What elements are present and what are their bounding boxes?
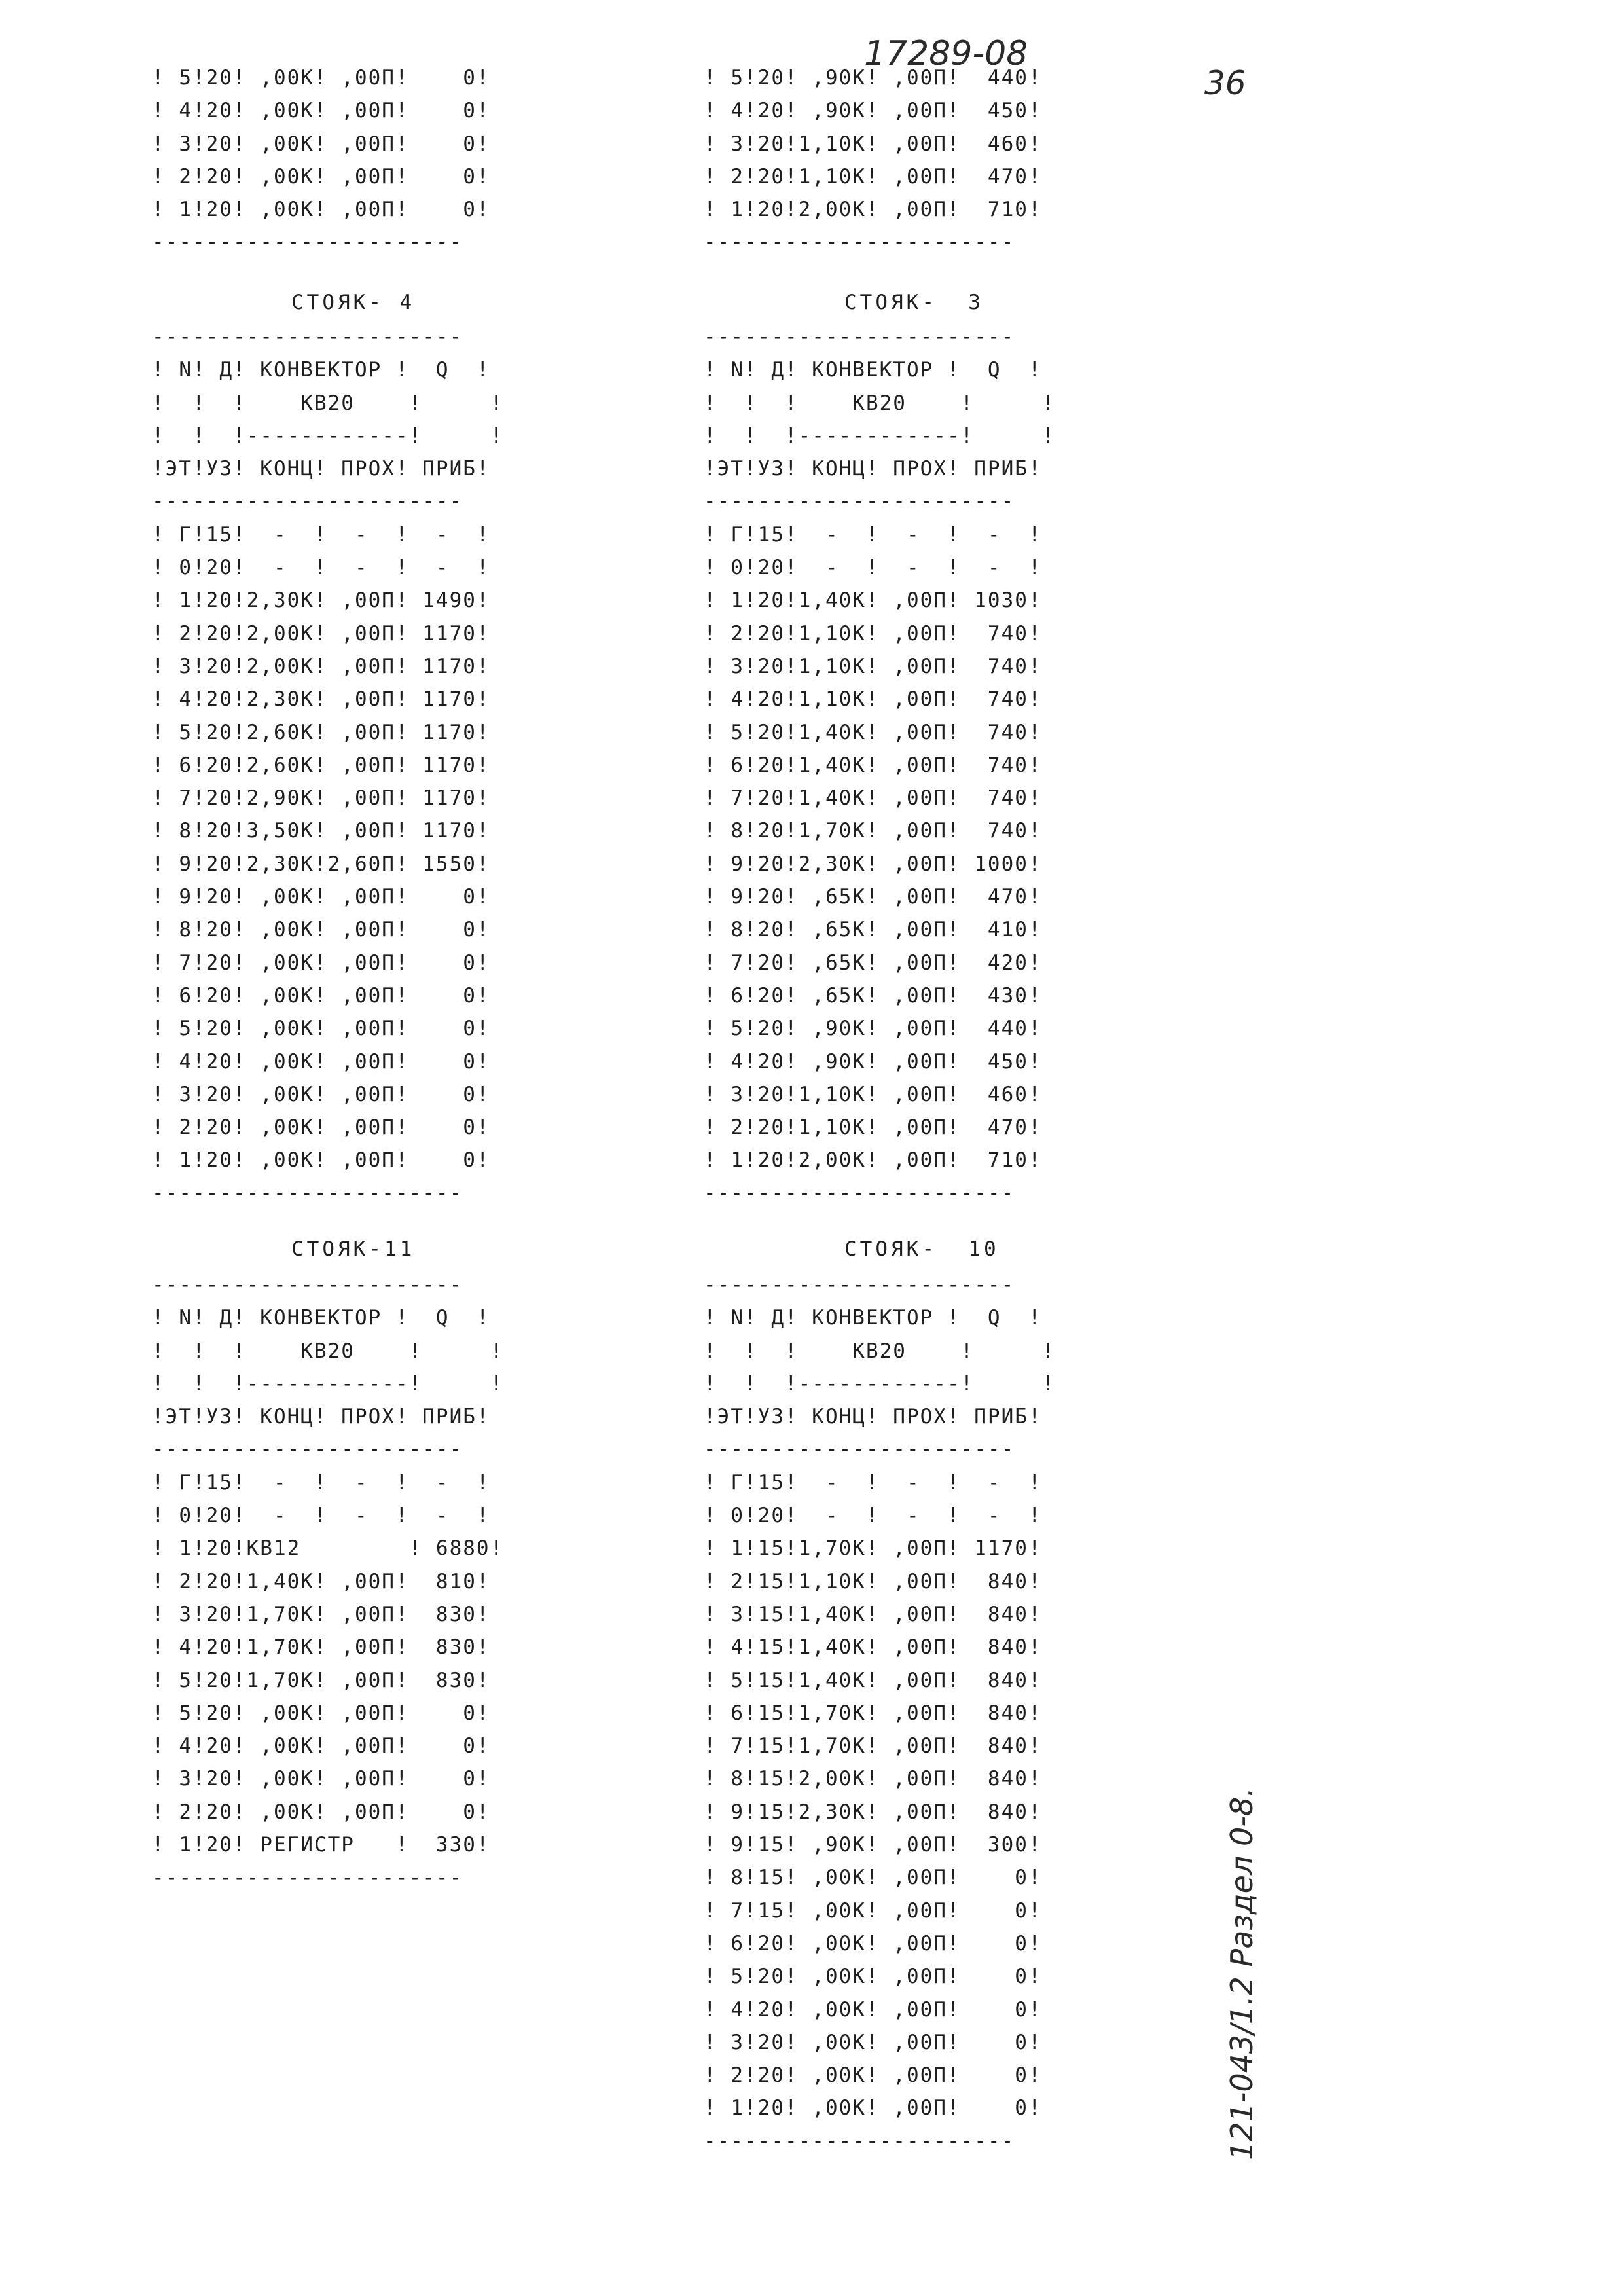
table-header-line: ! ! ! КВ20 ! ! [152, 1339, 504, 1363]
table-row: ! 5!15!1,40К! ,00П! 840! [704, 1668, 1042, 1692]
table-row: ! 2!20!1,10К! ,00П! 470! [704, 1116, 1042, 1140]
table-row: ! 2!20!1,40К! ,00П! 810! [152, 1569, 490, 1593]
stoyak-3-table [704, 321, 1055, 1210]
continuation-table-left [152, 62, 490, 259]
table-row: ! 7!20!1,40К! ,00П! 740! [704, 786, 1042, 810]
section-note: 121-043/1.2 Раздел 0-8. [1224, 1787, 1259, 2160]
table-footer-line: ----------------------- [704, 230, 1015, 255]
table-row: ! 1!20!2,00К! ,00П! 710! [704, 1148, 1042, 1172]
table-row: ! 8!15! ,00К! ,00П! 0! [704, 1866, 1042, 1890]
table-header-line: ! N! Д! КОНВЕКТОР ! Q ! [152, 358, 490, 382]
table-header-line: ! N! Д! КОНВЕКТОР ! Q ! [704, 358, 1042, 382]
table-row: ! 4!20!1,10К! ,00П! 740! [704, 687, 1042, 712]
table-row: ! 2!15!1,10К! ,00П! 840! [704, 1569, 1042, 1593]
table-row: ! 9!20! ,65К! ,00П! 470! [704, 885, 1042, 909]
table-row: ! 6!20!2,60К! ,00П! 1170! [152, 753, 490, 777]
table-row: ! 6!20!1,40К! ,00П! 740! [704, 753, 1042, 777]
table-row: ! 1!20! РЕГИСТР ! 330! [152, 1833, 490, 1857]
table-row: ! 1!20!1,40К! ,00П! 1030! [704, 589, 1042, 613]
table-row: ! 6!20! ,65К! ,00П! 430! [704, 983, 1042, 1008]
table-row: ! 8!20!3,50К! ,00П! 1170! [152, 819, 490, 843]
table-header-line: ----------------------- [704, 325, 1015, 349]
table-row: ! 5!20! ,00К! ,00П! 0! [152, 1017, 490, 1041]
table-row: ! 6!20! ,00К! ,00П! 0! [152, 983, 490, 1008]
table-row: ! 3!20! ,00К! ,00П! 0! [152, 1082, 490, 1106]
table-row: ! 5!20! ,00К! ,00П! 0! [152, 1701, 490, 1725]
table-header-line: ! ! !------------! ! [152, 424, 504, 448]
table-row: ! 3!20!1,70К! ,00П! 830! [152, 1602, 490, 1626]
table-row: ! 4!20! ,90К! ,00П! 450! [704, 99, 1042, 123]
table-row: ! 9!20! ,00К! ,00П! 0! [152, 885, 490, 909]
table-row: ! 4!20! ,00К! ,00П! 0! [152, 1049, 490, 1074]
table-row: ! 6!15!1,70К! ,00П! 840! [704, 1701, 1042, 1725]
table-header-line: !ЭТ!УЗ! КОНЦ! ПРОХ! ПРИБ! [704, 1405, 1042, 1429]
table-row: ! Г!15! - ! - ! - ! [704, 1470, 1042, 1495]
stoyak-4-table [152, 321, 503, 1210]
stoyak-10-title: СТОЯК- 10 [844, 1237, 1000, 1261]
table-row: ! 9!20!2,30К!2,60П! 1550! [152, 852, 490, 876]
table-row: ! 8!20! ,65К! ,00П! 410! [704, 918, 1042, 942]
table-row: ! 1!20!2,30К! ,00П! 1490! [152, 589, 490, 613]
table-row: ! 2!20! ,00К! ,00П! 0! [152, 164, 490, 189]
table-row: ! 7!15! ,00К! ,00П! 0! [704, 1899, 1042, 1923]
table-row: ! 5!20!1,70К! ,00П! 830! [152, 1668, 490, 1692]
table-header-line: !ЭТ!УЗ! КОНЦ! ПРОХ! ПРИБ! [704, 457, 1042, 481]
table-header-line: ! ! !------------! ! [704, 424, 1056, 448]
table-row: ! 2!20! ,00К! ,00П! 0! [152, 1116, 490, 1140]
table-row: ! 2!20!2,00К! ,00П! 1170! [152, 621, 490, 645]
table-row: ! 1!20! ,00К! ,00П! 0! [152, 1148, 490, 1172]
table-row: ! 9!15! ,90К! ,00П! 300! [704, 1833, 1042, 1857]
table-row: ! 8!15!2,00К! ,00П! 840! [704, 1767, 1042, 1791]
table-row: ! Г!15! - ! - ! - ! [704, 522, 1042, 547]
table-row: ! 8!20! ,00К! ,00П! 0! [152, 918, 490, 942]
table-header-line: ! N! Д! КОНВЕКТОР ! Q ! [152, 1306, 490, 1330]
table-footer-line: ----------------------- [152, 1866, 463, 1890]
stoyak-4-title: СТОЯК- 4 [291, 291, 416, 314]
stoyak-11-title: СТОЯК-11 [291, 1237, 416, 1261]
table-row: ! 3!20!1,10К! ,00П! 460! [704, 1082, 1042, 1106]
table-row: ! 1!20! ,00К! ,00П! 0! [704, 2096, 1042, 2120]
stoyak-10-table [704, 1269, 1055, 2158]
table-row: ! 1!20!2,00К! ,00П! 710! [704, 198, 1042, 222]
table-row: ! 3!20!2,00К! ,00П! 1170! [152, 654, 490, 678]
table-row: ! 4!15!1,40К! ,00П! 840! [704, 1635, 1042, 1660]
table-row: ! 5!20! ,00К! ,00П! 0! [152, 66, 490, 90]
table-row: ! 0!20! - ! - ! - ! [152, 1504, 490, 1528]
document-number: 17289-08 [864, 34, 1028, 73]
table-header-line: ! ! ! КВ20 ! ! [704, 1339, 1056, 1363]
table-row: ! 2!20!1,10К! ,00П! 470! [704, 164, 1042, 189]
table-row: ! 1!20! ,00К! ,00П! 0! [152, 198, 490, 222]
table-row: ! 5!20! ,00К! ,00П! 0! [704, 1965, 1042, 1989]
table-header-line: !ЭТ!УЗ! КОНЦ! ПРОХ! ПРИБ! [152, 457, 490, 481]
table-footer-line: ----------------------- [704, 2129, 1015, 2153]
table-row: ! Г!15! - ! - ! - ! [152, 522, 490, 547]
table-row: ! 9!15!2,30К! ,00П! 840! [704, 1800, 1042, 1824]
table-row: ! 4!20! ,00К! ,00П! 0! [152, 1734, 490, 1758]
table-header-line: ----------------------- [704, 1438, 1015, 1462]
table-footer-line: ----------------------- [704, 1181, 1015, 1205]
table-header-line: ----------------------- [152, 490, 463, 514]
table-footer-line: ----------------------- [152, 230, 463, 255]
table-header-line: ----------------------- [704, 490, 1015, 514]
table-row: ! 0!20! - ! - ! - ! [152, 556, 490, 580]
table-row: ! 3!15!1,40К! ,00П! 840! [704, 1602, 1042, 1626]
table-header-line: ----------------------- [152, 1438, 463, 1462]
stoyak-11-table [152, 1269, 503, 1895]
table-row: ! 0!20! - ! - ! - ! [704, 1504, 1042, 1528]
table-row: ! 4!20!2,30К! ,00П! 1170! [152, 687, 490, 712]
table-header-line: ----------------------- [152, 325, 463, 349]
table-header-line: ! ! !------------! ! [704, 1372, 1056, 1396]
table-row: ! 7!20! ,65К! ,00П! 420! [704, 951, 1042, 975]
table-row: ! Г!15! - ! - ! - ! [152, 1470, 490, 1495]
table-row: ! 8!20!1,70К! ,00П! 740! [704, 819, 1042, 843]
table-header-line: ! ! !------------! ! [152, 1372, 504, 1396]
table-header-line: ! N! Д! КОНВЕКТОР ! Q ! [704, 1306, 1042, 1330]
table-row: ! 4!20! ,00К! ,00П! 0! [704, 1997, 1042, 2022]
table-row: ! 7!20!2,90К! ,00П! 1170! [152, 786, 490, 810]
table-header-line: ----------------------- [152, 1273, 463, 1297]
table-row: ! 5!20! ,90К! ,00П! 440! [704, 1017, 1042, 1041]
continuation-table-right [704, 62, 1042, 259]
table-row: ! 3!20! ,00К! ,00П! 0! [152, 1767, 490, 1791]
table-row: ! 5!20!2,60К! ,00П! 1170! [152, 720, 490, 744]
table-row: ! 2!20! ,00К! ,00П! 0! [152, 1800, 490, 1824]
table-row: ! 2!20! ,00К! ,00П! 0! [704, 2063, 1042, 2088]
table-header-line: !ЭТ!УЗ! КОНЦ! ПРОХ! ПРИБ! [152, 1405, 490, 1429]
table-row: ! 7!20! ,00К! ,00П! 0! [152, 951, 490, 975]
table-row: ! 3!20! ,00К! ,00П! 0! [152, 132, 490, 156]
table-row: ! 4!20!1,70К! ,00П! 830! [152, 1635, 490, 1660]
table-row: ! 3!20! ,00К! ,00П! 0! [704, 2030, 1042, 2054]
table-row: ! 5!20! ,90К! ,00П! 440! [704, 66, 1042, 90]
table-header-line: ! ! ! КВ20 ! ! [704, 391, 1056, 415]
table-row: ! 7!15!1,70К! ,00П! 840! [704, 1734, 1042, 1758]
table-row: ! 3!20!1,10К! ,00П! 460! [704, 132, 1042, 156]
table-row: ! 0!20! - ! - ! - ! [704, 556, 1042, 580]
table-row: ! 2!20!1,10К! ,00П! 740! [704, 621, 1042, 645]
table-row: ! 3!20!1,10К! ,00П! 740! [704, 654, 1042, 678]
table-header-line: ----------------------- [704, 1273, 1015, 1297]
table-header-line: ! ! ! КВ20 ! ! [152, 391, 504, 415]
table-row: ! 1!15!1,70К! ,00П! 1170! [704, 1536, 1042, 1561]
table-row: ! 6!20! ,00К! ,00П! 0! [704, 1931, 1042, 1955]
table-footer-line: ----------------------- [152, 1181, 463, 1205]
page-number: 36 [1204, 64, 1246, 102]
table-row: ! 4!20! ,00К! ,00П! 0! [152, 99, 490, 123]
table-row: ! 9!20!2,30К! ,00П! 1000! [704, 852, 1042, 876]
table-row: ! 5!20!1,40К! ,00П! 740! [704, 720, 1042, 744]
table-row: ! 1!20!КВ12 ! 6880! [152, 1536, 504, 1561]
table-row: ! 4!20! ,90К! ,00П! 450! [704, 1049, 1042, 1074]
stoyak-3-title: СТОЯК- 3 [844, 291, 984, 314]
